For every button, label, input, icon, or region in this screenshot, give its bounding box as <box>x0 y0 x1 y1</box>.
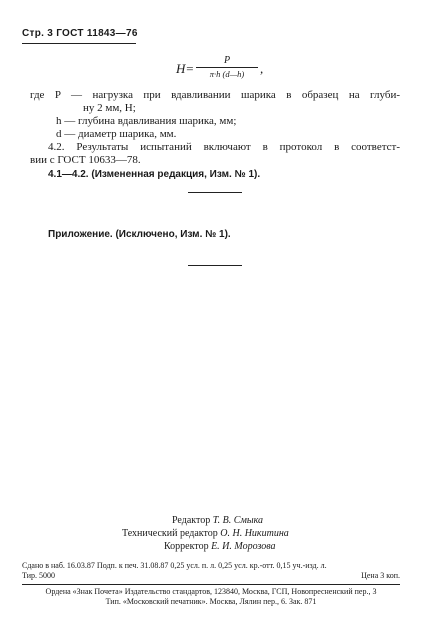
tech-editor-name: О. Н. Никитина <box>220 528 289 539</box>
header-rule <box>22 43 136 44</box>
imprint-line-2 <box>22 571 400 581</box>
formula-denominator: π·h (d—h) <box>209 69 245 79</box>
corrector-role: Корректор <box>164 541 209 552</box>
tech-editor-role: Технический редактор <box>122 528 218 539</box>
clause-4-2-line-1: 4.2. Результаты испытаний включают в протокол в соответст- <box>48 141 400 153</box>
editor-role: Редактор <box>172 515 211 526</box>
corrector-name: Е. И. Морозова <box>211 541 276 552</box>
imprint-block <box>22 561 400 581</box>
formula-fraction <box>196 55 258 79</box>
definition-line-1: где P — нагрузка при вдавливании шарика в образец на глуби- <box>30 89 400 101</box>
publisher-line-1: Ордена «Знак Почета» Издательство стандартов, 123840, Москва, ГСП, Новопресненский пер., 3 <box>45 587 377 596</box>
definition-line-2: ну 2 мм, Н; <box>83 102 136 114</box>
clause-4-2-line-2: вии с ГОСТ 10633—78. <box>30 154 141 166</box>
imprint-line-1: Сдано в наб. 16.03.87 Подп. к печ. 31.08.87 0,25 усл. п. л. 0,25 усл. кр.-отт. 0,15 уч.-изд. л. <box>22 561 327 570</box>
formula-comma: , <box>260 61 264 76</box>
amendment-note: 4.1—4.2. (Измененная редакция, Изм. № 1). <box>48 169 261 180</box>
formula-numerator: P <box>223 55 231 66</box>
price: Цена 3 коп. <box>361 571 400 580</box>
publisher-line-2: Тип. «Московский печатник». Москва, Лялин пер., 6. Зак. 871 <box>105 597 317 606</box>
print-run: Тир. 5000 <box>22 571 55 580</box>
credit-editor <box>172 515 263 526</box>
credit-corrector <box>164 541 276 552</box>
definition-line-4: d — диаметр шарика, мм. <box>56 128 177 140</box>
publisher-block <box>22 587 400 607</box>
imprint-rule <box>22 584 400 585</box>
fraction-bar <box>196 67 258 68</box>
formula-lhs: H= <box>176 61 195 76</box>
page-header: Стр. 3 ГОСТ 11843—76 <box>22 28 138 39</box>
definition-line-3: h — глубина вдавливания шарика, мм; <box>56 115 237 127</box>
section-rule-1 <box>188 192 242 193</box>
credit-tech-editor <box>122 528 289 539</box>
appendix-note: Приложение. (Исключено, Изм. № 1). <box>48 229 231 240</box>
section-rule-2 <box>188 265 242 266</box>
editor-name: Т. В. Смыка <box>212 515 264 526</box>
